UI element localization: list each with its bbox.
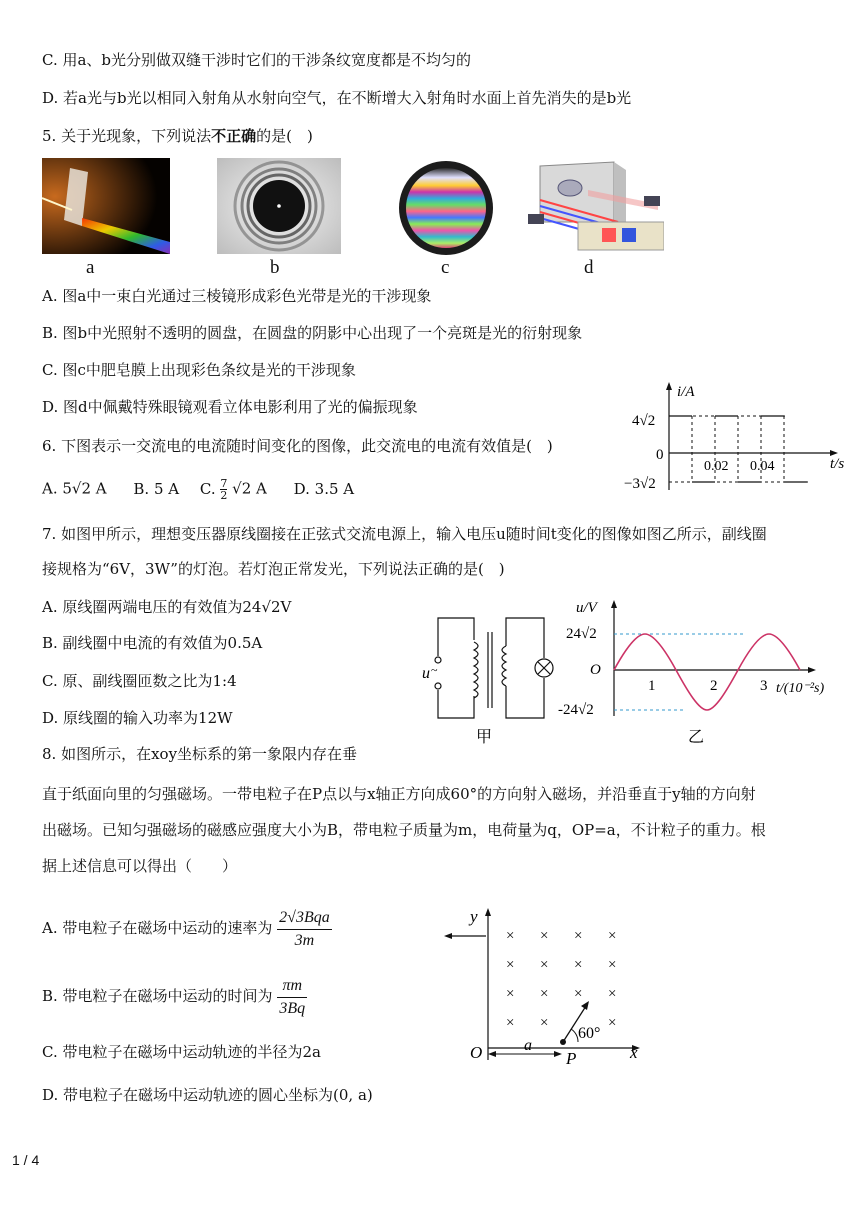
q8-stem-line1: 8. 如图所示，在xoy坐标系的第一象限内存在垂 <box>42 745 358 763</box>
q8-point-label: P <box>566 1049 577 1068</box>
svg-text:~: ~ <box>431 663 438 677</box>
q8-x-axis-label: x <box>630 1043 638 1062</box>
q6-options <box>42 478 354 501</box>
q8-option-b-den: 3Bq <box>279 999 306 1017</box>
q6-x-tick-002: 0.02 <box>704 459 729 474</box>
q7-caption-jia: 甲 <box>476 729 493 746</box>
q8-stem-line4: 据上述信息可以得出（ ） <box>42 857 238 875</box>
q5-caption-c: c <box>441 257 450 278</box>
q7-x-tick-1: 1 <box>648 678 656 694</box>
q5-option-b: B. 图b中光照射不透明的圆盘，在圆盘的阴影中心出现了一个亮斑是光的衍射现象 <box>42 324 583 342</box>
q8-segment-label: a <box>524 1037 532 1054</box>
q6-option-c-rest: √2 A <box>232 479 267 498</box>
svg-text:×: × <box>608 1015 617 1031</box>
q7-origin-label: O <box>590 662 601 678</box>
q4-option-c: C. 用a、b光分别做双缝干涉时它们的干涉条纹宽度都是不均匀的 <box>42 51 472 69</box>
q8-option-b-num: πm <box>277 975 307 998</box>
svg-text:×: × <box>540 986 549 1002</box>
q6-y-tick-zero: 0 <box>656 447 664 463</box>
svg-text:×: × <box>608 986 617 1002</box>
q5-option-c: C. 图c中肥皂膜上出现彩色条纹是光的干涉现象 <box>42 361 356 379</box>
q5-stem-tail: 的是( ) <box>256 127 313 145</box>
q8-stem-line3: 出磁场。已知匀强磁场的磁感应强度大小为B，带电粒子质量为m，电荷量为q，OP=a，不计粒子的重力。根 <box>42 821 766 839</box>
q7-y-axis-label: u/V <box>576 600 597 616</box>
q8-angle-label: 60° <box>578 1025 601 1042</box>
q7-x-axis-label: t/(10⁻²s) <box>776 681 825 696</box>
q6-current-graph <box>620 378 860 496</box>
svg-text:×: × <box>540 1015 549 1031</box>
svg-text:×: × <box>506 1015 515 1031</box>
q7-x-tick-3: 3 <box>760 678 768 694</box>
q8-option-a-num: 2√3Bqa <box>277 907 332 930</box>
q7-y-tick-max: 24√2 <box>566 626 597 642</box>
q5-stem-text: 5. 关于光现象，下列说法 <box>42 127 212 145</box>
q6-x-tick-004: 0.04 <box>750 459 775 474</box>
q5-stem <box>42 126 313 146</box>
q8-option-b-text: B. 带电粒子在磁场中运动的时间为 <box>42 987 273 1005</box>
q5-figure-d-3d-cinema-illustration <box>518 160 664 254</box>
q8-option-a <box>42 906 332 952</box>
q6-stem: 6. 下图表示一交流电的电流随时间变化的图像，此交流电的电流有效值是( ) <box>42 437 553 455</box>
q5-figure-a-prism-photo <box>42 158 170 254</box>
q7-stem-line1: 7. 如图甲所示，理想变压器原线圈接在正弦式交流电源上，输入电压u随时间t变化的图像如图乙所示，副线圈 <box>42 525 767 543</box>
q5-figure-b-poisson-spot-photo <box>217 158 341 254</box>
svg-text:×: × <box>506 957 515 973</box>
q6-option-b: B. 5 A <box>133 479 180 498</box>
svg-text:×: × <box>506 928 515 944</box>
q7-x-tick-2: 2 <box>710 678 718 694</box>
q7-caption-yi: 乙 <box>688 729 705 746</box>
q7-option-c: C. 原、副线圈匝数之比为1:4 <box>42 672 237 690</box>
q7-transformer-circuit <box>418 612 568 746</box>
q5-figure-c-soap-film-photo <box>393 158 499 256</box>
q6-option-c-den: 2 <box>220 489 228 502</box>
q6-y-axis-label: i/A <box>677 384 695 400</box>
q7-voltage-graph <box>550 596 840 746</box>
q6-option-d: D. 3.5 A <box>293 479 355 498</box>
q6-y-tick-min: −3√2 <box>624 476 656 492</box>
svg-text:×: × <box>540 928 549 944</box>
q5-option-d: D. 图d中佩戴特殊眼镜观看立体电影利用了光的偏振现象 <box>42 398 418 416</box>
svg-text:×: × <box>608 957 617 973</box>
svg-text:×: × <box>574 986 583 1002</box>
q8-field-cross-marks <box>506 928 616 1031</box>
q8-option-c: C. 带电粒子在磁场中运动轨迹的半径为2a <box>42 1043 321 1061</box>
q8-origin-label: O <box>470 1043 483 1062</box>
q6-option-c-num: 7 <box>220 477 228 490</box>
q5-option-a: A. 图a中一束白光通过三棱镜形成彩色光带是光的干涉现象 <box>42 287 432 305</box>
svg-text:×: × <box>540 957 549 973</box>
svg-text:×: × <box>506 986 515 1002</box>
q8-option-a-den: 3m <box>294 931 315 949</box>
q6-option-a: A. 5√2 A <box>42 479 107 498</box>
svg-text:×: × <box>574 957 583 973</box>
q8-option-a-fraction <box>277 907 332 952</box>
q7-y-tick-min: -24√2 <box>558 702 594 718</box>
q6-x-axis-label: t/s <box>830 456 845 472</box>
q5-caption-d: d <box>584 257 594 278</box>
svg-text:×: × <box>608 928 617 944</box>
q8-option-b-fraction <box>277 975 307 1020</box>
q5-caption-a: a <box>86 257 95 278</box>
q8-y-axis-label: y <box>470 907 478 926</box>
q5-stem-emphasis: 不正确 <box>211 127 257 145</box>
q5-caption-b: b <box>270 257 280 278</box>
q7-option-b: B. 副线圈中电流的有效值为0.5A <box>42 634 263 652</box>
q7-stem-line2: 接规格为“6V，3W”的灯泡。若灯泡正常发光，下列说法正确的是( ) <box>42 560 505 578</box>
q8-option-a-text: A. 带电粒子在磁场中运动的速率为 <box>42 919 273 937</box>
svg-text:×: × <box>574 928 583 944</box>
q6-option-c-fraction <box>220 478 227 501</box>
q8-option-d: D. 带电粒子在磁场中运动轨迹的圆心坐标为(0, a) <box>42 1086 373 1104</box>
q8-stem-line2: 直于纸面向里的匀强磁场。一带电粒子在P点以与x轴正方向成60°的方向射入磁场，并沿垂直于y轴的方向射 <box>42 785 756 803</box>
q8-magnetic-field-diagram <box>440 902 660 1072</box>
q4-option-d: D. 若a光与b光以相同入射角从水射向空气，在不断增大入射角时水面上首先消失的是b光 <box>42 89 632 107</box>
q7-option-d: D. 原线圈的输入功率为12W <box>42 709 233 727</box>
q8-option-b <box>42 974 307 1020</box>
q7-option-a: A. 原线圈两端电压的有效值为24√2V <box>42 598 292 616</box>
q6-option-c-label: C. <box>199 479 216 498</box>
q7-source-label: u <box>422 665 430 682</box>
page-number: 1 / 4 <box>12 1152 40 1168</box>
q6-y-tick-max: 4√2 <box>632 413 656 429</box>
